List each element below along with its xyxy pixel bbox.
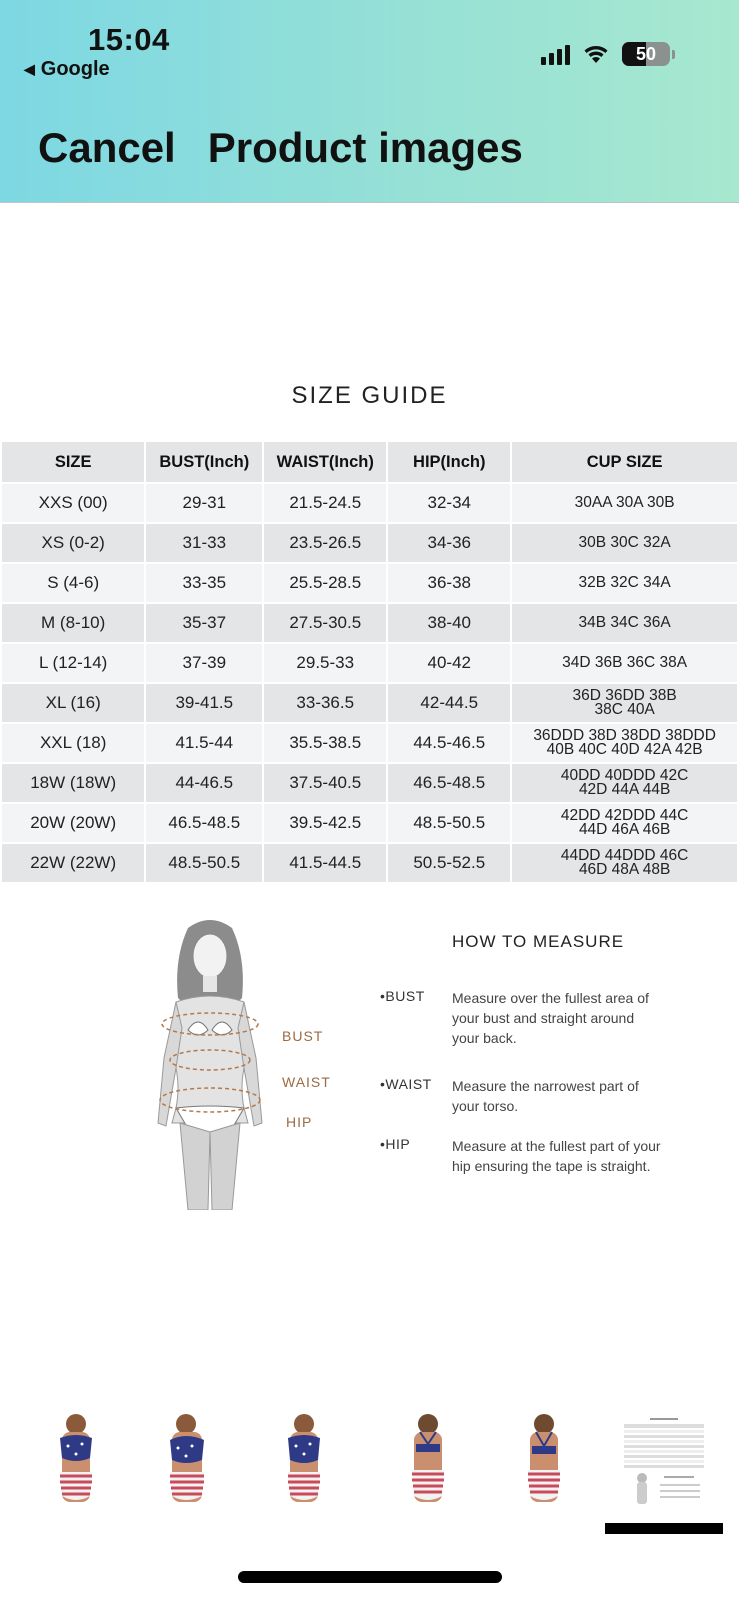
figure-label-hip: HIP <box>286 1114 313 1130</box>
size-cell: 22W (22W) <box>2 844 144 882</box>
back-triangle-icon: ◀ <box>24 61 35 77</box>
measurement-cell: 39.5-42.5 <box>264 804 386 842</box>
measurement-cell: 21.5-24.5 <box>264 484 386 522</box>
figure-label-waist: WAIST <box>282 1074 331 1090</box>
measure-desc: Measure over the fullest area of your bust and straight around your back. <box>452 990 649 1046</box>
table-row <box>2 484 737 522</box>
table-row <box>2 684 737 722</box>
measurement-cell: 27.5-30.5 <box>264 604 386 642</box>
measurement-cell: 41.5-44.5 <box>264 844 386 882</box>
measurement-cell: 42-44.5 <box>388 684 510 722</box>
cup-size-cell: 34D 36B 36C 38A <box>512 644 737 682</box>
cup-size-cell: 36D 36DD 38B 38C 40A <box>512 684 737 722</box>
measurement-cell: 33-36.5 <box>264 684 386 722</box>
size-table-header-cell: HIP(Inch) <box>388 442 510 482</box>
home-indicator[interactable] <box>238 1571 502 1583</box>
cancel-button[interactable]: Cancel <box>38 124 176 171</box>
measurement-cell: 44-46.5 <box>146 764 262 802</box>
table-row <box>2 524 737 562</box>
battery-tip <box>672 50 675 59</box>
size-table-header-cell: WAIST(Inch) <box>264 442 386 482</box>
measure-term: •BUST <box>380 988 425 1004</box>
size-cell: 18W (18W) <box>2 764 144 802</box>
measurement-cell: 50.5-52.5 <box>388 844 510 882</box>
size-table-header-cell: CUP SIZE <box>512 442 737 482</box>
body-figure-illustration <box>150 918 340 1210</box>
nav-bar <box>38 124 523 172</box>
measure-desc: Measure at the fullest part of your hip ensuring the tape is straight. <box>452 1138 661 1174</box>
how-to-measure-title: HOW TO MEASURE <box>452 932 625 951</box>
measurement-cell: 44.5-46.5 <box>388 724 510 762</box>
measure-item-hip <box>380 1136 662 1176</box>
thumbnail-3[interactable] <box>268 1414 340 1510</box>
measurement-cell: 40-42 <box>388 644 510 682</box>
table-row <box>2 644 737 682</box>
back-to-app-link[interactable] <box>24 58 110 81</box>
measurement-cell: 32-34 <box>388 484 510 522</box>
measure-desc: Measure the narrowest part of your torso. <box>452 1078 639 1114</box>
table-row <box>2 764 737 802</box>
battery-icon <box>622 42 670 66</box>
cup-size-cell: 36DDD 38D 38DD 38DDD 40B 40C 40D 42A 42B <box>512 724 737 762</box>
thumbnail-4[interactable] <box>392 1414 464 1510</box>
measurement-cell: 37-39 <box>146 644 262 682</box>
measurement-cell: 23.5-26.5 <box>264 524 386 562</box>
measurement-cell: 39-41.5 <box>146 684 262 722</box>
wifi-icon <box>582 43 610 65</box>
table-row <box>2 604 737 642</box>
measurement-cell: 36-38 <box>388 564 510 602</box>
measure-term: •HIP <box>380 1136 411 1152</box>
measure-term: •WAIST <box>380 1076 432 1092</box>
measurement-cell: 38-40 <box>388 604 510 642</box>
measurement-cell: 31-33 <box>146 524 262 562</box>
measurement-cell: 33-35 <box>146 564 262 602</box>
body-measurement-figure <box>150 918 340 1210</box>
table-row <box>2 724 737 762</box>
measurement-cell: 29-31 <box>146 484 262 522</box>
measurement-cell: 46.5-48.5 <box>146 804 262 842</box>
size-cell: 20W (20W) <box>2 804 144 842</box>
thumbnail-1[interactable] <box>40 1414 112 1510</box>
status-icons <box>541 42 675 66</box>
size-cell: M (8-10) <box>2 604 144 642</box>
size-guide-table <box>0 440 739 884</box>
measurement-cell: 34-36 <box>388 524 510 562</box>
selected-thumbnail-indicator <box>605 1523 723 1534</box>
signal-icon <box>541 43 570 65</box>
size-guide-title: SIZE GUIDE <box>291 382 448 409</box>
size-cell: XL (16) <box>2 684 144 722</box>
measurement-cell: 48.5-50.5 <box>146 844 262 882</box>
cup-size-cell: 30B 30C 32A <box>512 524 737 562</box>
cup-size-cell: 32B 32C 34A <box>512 564 737 602</box>
thumbnail-strip <box>0 1410 739 1510</box>
measure-item-waist <box>380 1076 662 1116</box>
size-table-body <box>2 484 737 882</box>
cup-size-cell: 34B 34C 36A <box>512 604 737 642</box>
table-row <box>2 804 737 842</box>
thumbnail-6-size-guide[interactable] <box>620 1414 708 1510</box>
figure-label-bust: BUST <box>282 1028 324 1044</box>
top-header <box>0 0 739 203</box>
measurement-cell: 25.5-28.5 <box>264 564 386 602</box>
measurement-cell: 35-37 <box>146 604 262 642</box>
cup-size-cell: 40DD 40DDD 42C 42D 44A 44B <box>512 764 737 802</box>
table-row <box>2 844 737 882</box>
table-row <box>2 564 737 602</box>
size-cell: XXL (18) <box>2 724 144 762</box>
size-cell: XXS (00) <box>2 484 144 522</box>
measurement-cell: 48.5-50.5 <box>388 804 510 842</box>
cup-size-cell: 30AA 30A 30B <box>512 484 737 522</box>
size-cell: S (4-6) <box>2 564 144 602</box>
cup-size-cell: 44DD 44DDD 46C 46D 48A 48B <box>512 844 737 882</box>
size-table-header-cell: BUST(Inch) <box>146 442 262 482</box>
thumbnail-2[interactable] <box>152 1414 224 1510</box>
cup-size-cell: 42DD 42DDD 44C 44D 46A 46B <box>512 804 737 842</box>
measurement-cell: 41.5-44 <box>146 724 262 762</box>
size-table-header-cell: SIZE <box>2 442 144 482</box>
size-cell: L (12-14) <box>2 644 144 682</box>
measurement-cell: 29.5-33 <box>264 644 386 682</box>
battery-percent: 50 <box>635 43 657 64</box>
measure-item-bust <box>380 988 662 1048</box>
measurement-cell: 37.5-40.5 <box>264 764 386 802</box>
status-time: 15:04 <box>88 22 170 57</box>
measurement-cell: 46.5-48.5 <box>388 764 510 802</box>
measurement-cell: 35.5-38.5 <box>264 724 386 762</box>
page-title: Product images <box>207 124 523 171</box>
back-app-label: Google <box>40 58 110 80</box>
size-table-header-row <box>2 442 737 482</box>
thumbnail-5[interactable] <box>508 1414 580 1510</box>
size-cell: XS (0-2) <box>2 524 144 562</box>
